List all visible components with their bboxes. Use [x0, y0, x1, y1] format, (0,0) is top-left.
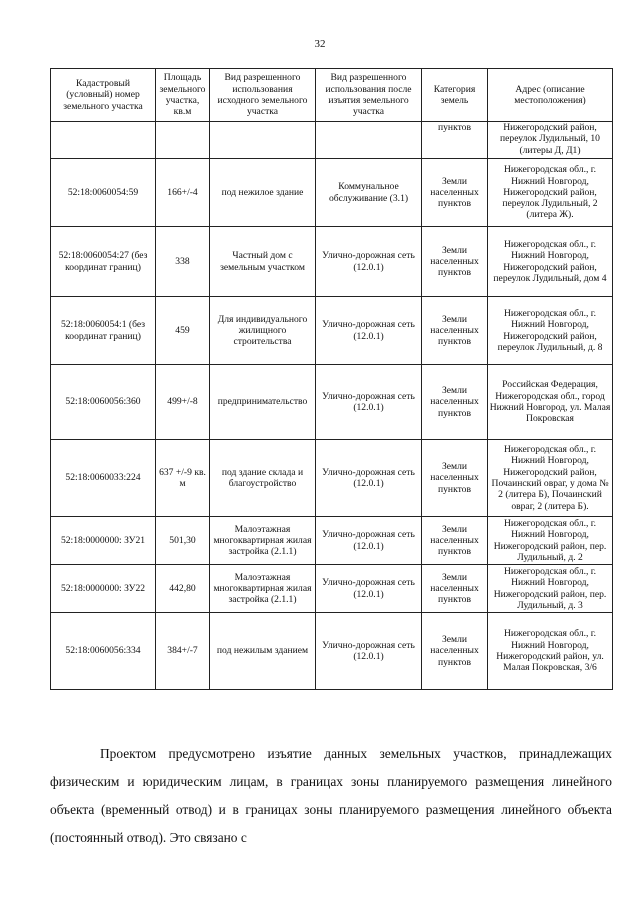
land-plots-table — [50, 68, 613, 690]
table-row — [51, 365, 613, 440]
cell-land-category: пунктов — [422, 122, 488, 159]
table-row — [51, 159, 613, 227]
table-body — [51, 122, 613, 690]
cell-area: 637 +/-9 кв. м — [156, 440, 210, 517]
cell-use-after-seizure: Улично-дорожная сеть (12.0.1) — [316, 227, 422, 297]
cell-cadastral-number: 52:18:0060056:334 — [51, 613, 156, 690]
cell-use-after-seizure: Улично-дорожная сеть (12.0.1) — [316, 565, 422, 613]
cell-land-category: Земли населенных пунктов — [422, 227, 488, 297]
cell-area: 499+/-8 — [156, 365, 210, 440]
table-row — [51, 565, 613, 613]
header-address: Адрес (описание местоположения) — [488, 69, 613, 122]
cell-address: Нижегородская обл., г. Нижний Новгород, Нижегородский район, переулок Лудильный, д. 8 — [488, 297, 613, 365]
cell-cadastral-number: 52:18:0000000: ЗУ21 — [51, 517, 156, 565]
table-row — [51, 613, 613, 690]
cell-cadastral-number — [51, 122, 156, 159]
cell-land-category: Земли населенных пунктов — [422, 297, 488, 365]
cell-address: Нижегородская обл., г. Нижний Новгород, Нижегородский район, ул. Малая Покровская, 3/6 — [488, 613, 613, 690]
cell-area: 338 — [156, 227, 210, 297]
cell-use-after-seizure: Улично-дорожная сеть (12.0.1) — [316, 517, 422, 565]
header-original-use: Вид разрешенного использования исходного земельного участка — [210, 69, 316, 122]
cell-use-after-seizure: Улично-дорожная сеть (12.0.1) — [316, 440, 422, 517]
cell-area: 166+/-4 — [156, 159, 210, 227]
cell-use-after-seizure — [316, 122, 422, 159]
table-header-row — [51, 69, 613, 122]
header-use-after-seizure: Вид разрешенного использования после изъятия земельного участка — [316, 69, 422, 122]
cell-original-use: Для индивидуального жилищного строительства — [210, 297, 316, 365]
cell-use-after-seizure: Коммунальное обслуживание (3.1) — [316, 159, 422, 227]
cell-original-use — [210, 122, 316, 159]
cell-address: Российская Федерация, Нижегородская обл., город Нижний Новгород, ул. Малая Покровская — [488, 365, 613, 440]
cell-original-use: предпринимательство — [210, 365, 316, 440]
table-row — [51, 227, 613, 297]
cell-address: Нижегородская обл., г. Нижний Новгород, Нижегородский район, переулок Лудильный, дом 4 — [488, 227, 613, 297]
cell-area: 384+/-7 — [156, 613, 210, 690]
cell-cadastral-number: 52:18:0060056:360 — [51, 365, 156, 440]
cell-land-category: Земли населенных пунктов — [422, 440, 488, 517]
table-row — [51, 517, 613, 565]
cell-cadastral-number: 52:18:0060054:1 (без координат границ) — [51, 297, 156, 365]
cell-land-category: Земли населенных пунктов — [422, 565, 488, 613]
cell-original-use: Частный дом с земельным участком — [210, 227, 316, 297]
cell-original-use: под нежилое здание — [210, 159, 316, 227]
cell-cadastral-number: 52:18:0060054:27 (без координат границ) — [51, 227, 156, 297]
paragraph-text: Проектом предусмотрено изъятие данных земельных участков, принадлежащих физическим и юридическим лицам, в границах зоны планируемого размещения линейного объекта (временный отвод) и в границах зоны планируемого размещения линейного объекта (постоянный отвод). Это связано с — [50, 746, 612, 845]
header-land-category: Категория земель — [422, 69, 488, 122]
table-row — [51, 440, 613, 517]
cell-land-category: Земли населенных пунктов — [422, 517, 488, 565]
header-cadastral-number: Кадастровый (условный) номер земельного участка — [51, 69, 156, 122]
header-area: Площадь земельного участка, кв.м — [156, 69, 210, 122]
cell-original-use: Малоэтажная многоквартирная жилая застройка (2.1.1) — [210, 565, 316, 613]
cell-address: Нижегородская обл., г. Нижний Новгород, Нижегородский район, пер. Лудильный, д. 3 — [488, 565, 613, 613]
cell-area: 459 — [156, 297, 210, 365]
cell-original-use: под нежилым зданием — [210, 613, 316, 690]
cell-address: Нижегородская обл., г. Нижний Новгород, Нижегородский район, Почаинский овраг, у дома № 2 (литера Б), Почаинский овраг, 2 (литера Б). — [488, 440, 613, 517]
cell-cadastral-number: 52:18:0000000: ЗУ22 — [51, 565, 156, 613]
cell-address: Нижегородская обл., г. Нижний Новгород, Нижегородский район, пер. Лудильный, д. 2 — [488, 517, 613, 565]
cell-use-after-seizure: Улично-дорожная сеть (12.0.1) — [316, 613, 422, 690]
cell-area — [156, 122, 210, 159]
cell-land-category: Земли населенных пунктов — [422, 365, 488, 440]
cell-address: Нижегородская обл., г. Нижний Новгород, Нижегородский район, переулок Лудильный, 2 (литера Ж). — [488, 159, 613, 227]
table-row — [51, 297, 613, 365]
cell-cadastral-number: 52:18:0060054:59 — [51, 159, 156, 227]
cell-land-category: Земли населенных пунктов — [422, 613, 488, 690]
cell-land-category: Земли населенных пунктов — [422, 159, 488, 227]
cell-original-use: Малоэтажная многоквартирная жилая застройка (2.1.1) — [210, 517, 316, 565]
table-row — [51, 122, 613, 159]
cell-original-use: под здание склада и благоустройство — [210, 440, 316, 517]
body-paragraph — [50, 740, 612, 852]
cell-use-after-seizure: Улично-дорожная сеть (12.0.1) — [316, 297, 422, 365]
page-number: 32 — [314, 38, 326, 50]
cell-area: 442,80 — [156, 565, 210, 613]
cell-cadastral-number: 52:18:0060033:224 — [51, 440, 156, 517]
cell-address: Нижегородский район, переулок Лудильный, 10 (литеры Д, Д1) — [488, 122, 613, 159]
cell-use-after-seizure: Улично-дорожная сеть (12.0.1) — [316, 365, 422, 440]
cell-area: 501,30 — [156, 517, 210, 565]
